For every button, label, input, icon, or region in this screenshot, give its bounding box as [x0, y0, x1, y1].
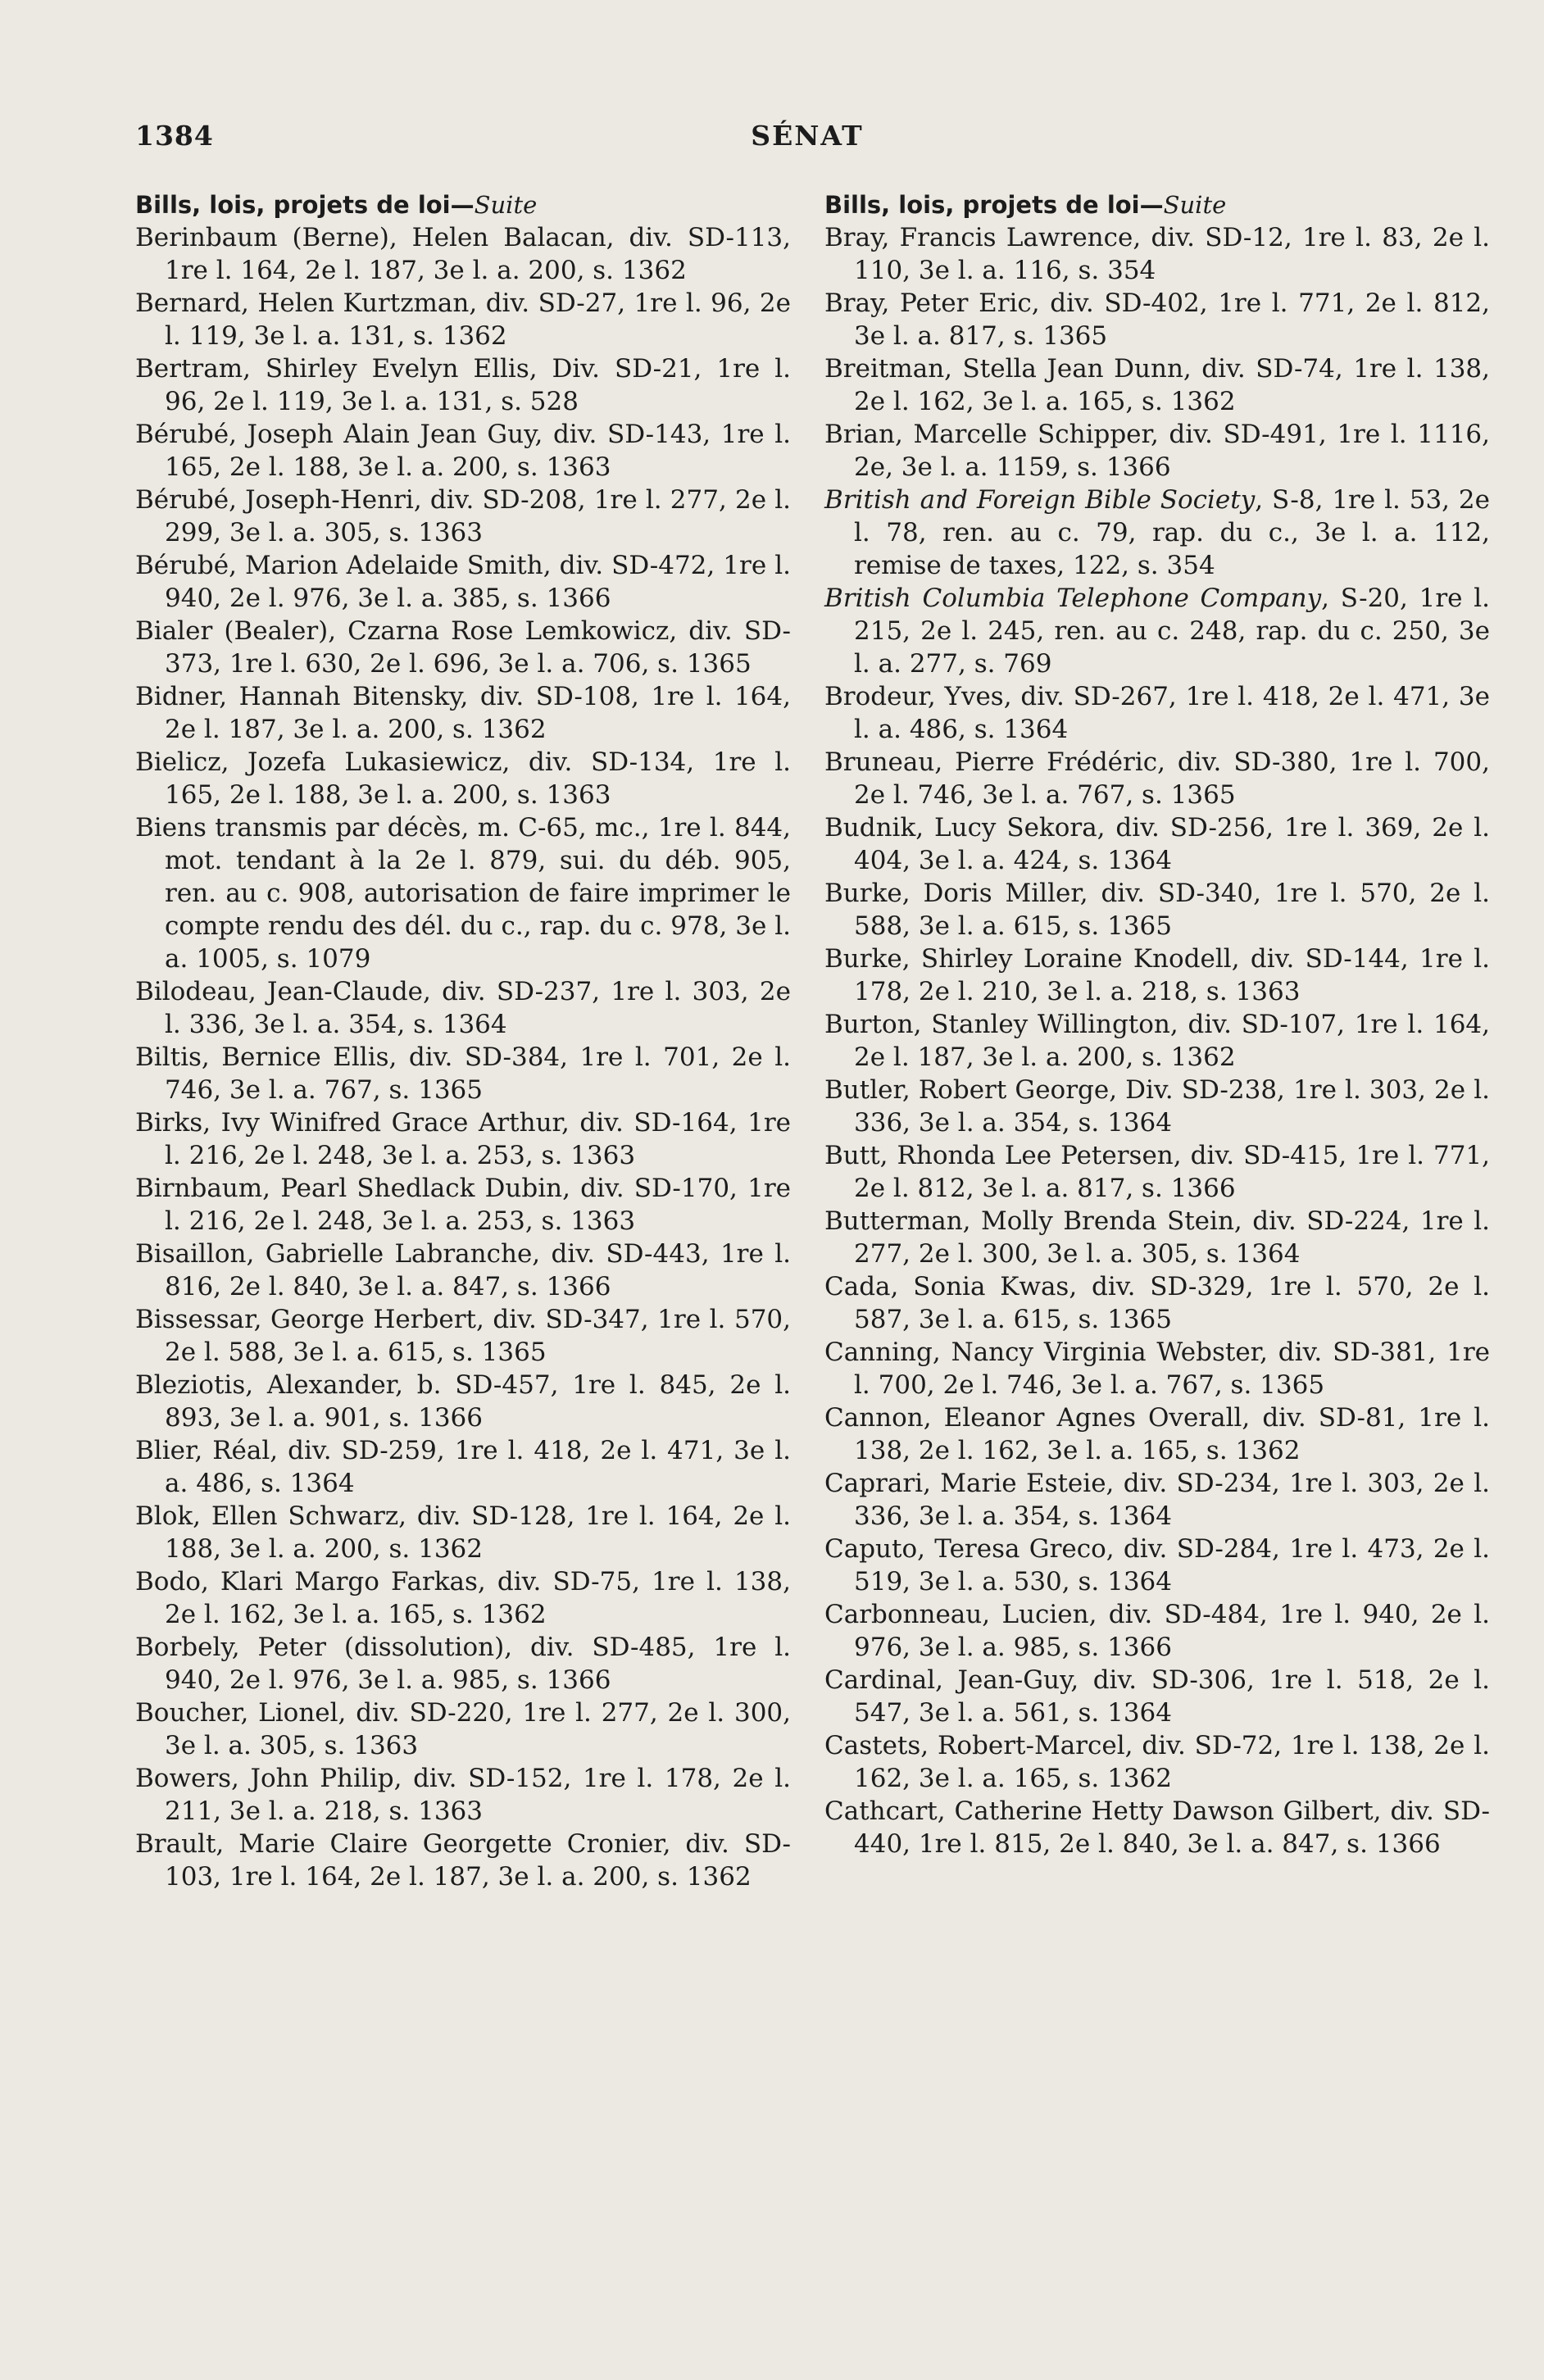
- index-entry: Blok, Ellen Schwarz, div. SD-128, 1re l. 164, 2e l. 188, 3e l. a. 200, s. 1362: [135, 1501, 791, 1564]
- index-entry: [824, 1139, 1490, 1205]
- right-entry-list: [824, 221, 1490, 1860]
- entry-text: Cathcart, Catherine Hetty Dawson Gilbert, div. SD-440, 1re l. 815, 2e l. 840, 3e l. a. 847, s. 1366: [824, 1796, 1490, 1859]
- heading-suite: Suite: [1163, 191, 1227, 219]
- index-entry: Bisaillon, Gabrielle Labranche, div. SD-443, 1re l. 816, 2e l. 840, 3e l. a. 847, s. 1366: [135, 1239, 791, 1301]
- index-entry: [824, 942, 1490, 1008]
- entry-title: British Columbia Telephone Company: [824, 584, 1322, 613]
- index-entry: Bielicz, Jozefa Lukasiewicz, div. SD-134, 1re l. 165, 2e l. 188, 3e l. a. 200, s. 1363: [135, 747, 791, 810]
- right-column-heading: [824, 188, 1490, 221]
- index-entry: Bidner, Hannah Bitensky, div. SD-108, 1re l. 164, 2e l. 187, 3e l. a. 200, s. 1362: [135, 682, 791, 744]
- entry-text: , S-20, 1re l. 215, 2e l. 245, ren. au c. 248, rap. du c. 250, 3e l. a. 277, s. 769: [854, 584, 1490, 679]
- entry-text: Castets, Robert-Marcel, div. SD-72, 1re l. 138, 2e l. 162, 3e l. a. 165, s. 1362: [824, 1731, 1490, 1793]
- index-entry: [824, 1270, 1490, 1336]
- entry-text: Breitman, Stella Jean Dunn, div. SD-74, 1re l. 138, 2e l. 162, 3e l. a. 165, s. 1362: [824, 354, 1490, 416]
- index-entry: [824, 1008, 1490, 1074]
- entry-text: Budnik, Lucy Sekora, div. SD-256, 1re l. 369, 2e l. 404, 3e l. a. 424, s. 1364: [824, 813, 1490, 875]
- index-entry: Bissessar, George Herbert, div. SD-347, 1re l. 570, 2e l. 588, 3e l. a. 615, s. 1365: [135, 1305, 791, 1367]
- index-entry: Bérubé, Joseph-Henri, div. SD-208, 1re l. 277, 2e l. 299, 3e l. a. 305, s. 1363: [135, 485, 791, 547]
- entry-text: Butt, Rhonda Lee Petersen, div. SD-415, 1re l. 771, 2e l. 812, 3e l. a. 817, s. 1366: [824, 1141, 1490, 1203]
- index-entry: [824, 1795, 1490, 1860]
- entry-text: Cardinal, Jean-Guy, div. SD-306, 1re l. 518, 2e l. 547, 3e l. a. 561, s. 1364: [824, 1665, 1490, 1728]
- entry-text: Bray, Francis Lawrence, div. SD-12, 1re l. 83, 2e l. 110, 3e l. a. 116, s. 354: [824, 223, 1490, 285]
- left-column-heading: [135, 188, 791, 221]
- index-entry: Biltis, Bernice Ellis, div. SD-384, 1re l. 701, 2e l. 746, 3e l. a. 767, s. 1365: [135, 1042, 791, 1105]
- index-entry: [824, 1729, 1490, 1795]
- right-column: [824, 188, 1490, 1860]
- index-entry: Boucher, Lionel, div. SD-220, 1re l. 277, 2e l. 300, 3e l. a. 305, s. 1363: [135, 1698, 791, 1760]
- page-header: [135, 120, 1479, 161]
- index-entry: [824, 811, 1490, 877]
- left-column: [135, 188, 791, 1893]
- index-entry: Bertram, Shirley Evelyn Ellis, Div. SD-21, 1re l. 96, 2e l. 119, 3e l. a. 131, s. 528: [135, 354, 791, 416]
- entry-text: , S-8, 1re l. 53, 2e l. 78, ren. au c. 79, rap. du c., 3e l. a. 112, remise de taxes, 122, s. 354: [854, 485, 1490, 580]
- index-entry: [824, 1401, 1490, 1467]
- page-number: 1384: [135, 120, 214, 152]
- left-entry-list: [135, 221, 791, 1893]
- entry-text: Cannon, Eleanor Agnes Overall, div. SD-81, 1re l. 138, 2e l. 162, 3e l. a. 165, s. 1362: [824, 1403, 1490, 1465]
- index-entry: [824, 877, 1490, 942]
- index-entry: Bilodeau, Jean-Claude, div. SD-237, 1re l. 303, 2e l. 336, 3e l. a. 354, s. 1364: [135, 977, 791, 1039]
- index-entry: Birks, Ivy Winifred Grace Arthur, div. SD-164, 1re l. 216, 2e l. 248, 3e l. a. 253, s. 1363: [135, 1108, 791, 1170]
- index-entry: [824, 221, 1490, 287]
- index-entry: Bérubé, Joseph Alain Jean Guy, div. SD-143, 1re l. 165, 2e l. 188, 3e l. a. 200, s. 1363: [135, 420, 791, 482]
- index-entry: [824, 1467, 1490, 1533]
- entry-text: Burke, Doris Miller, div. SD-340, 1re l. 570, 2e l. 588, 3e l. a. 615, s. 1365: [824, 879, 1490, 941]
- entry-text: Caputo, Teresa Greco, div. SD-284, 1re l. 473, 2e l. 519, 3e l. a. 530, s. 1364: [824, 1534, 1490, 1597]
- index-entry: [824, 582, 1490, 680]
- entry-text: Burton, Stanley Willington, div. SD-107, 1re l. 164, 2e l. 187, 3e l. a. 200, s. 1362: [824, 1010, 1490, 1072]
- entry-text: Butler, Robert George, Div. SD-238, 1re l. 303, 2e l. 336, 3e l. a. 354, s. 1364: [824, 1075, 1490, 1138]
- index-entry: Birnbaum, Pearl Shedlack Dubin, div. SD-170, 1re l. 216, 2e l. 248, 3e l. a. 253, s. 1363: [135, 1174, 791, 1236]
- index-entry: [824, 1664, 1490, 1729]
- index-entry: [824, 1336, 1490, 1401]
- index-entry: Bowers, John Philip, div. SD-152, 1re l. 178, 2e l. 211, 3e l. a. 218, s. 1363: [135, 1764, 791, 1826]
- index-entry: [824, 680, 1490, 746]
- page-title: SÉNAT: [751, 120, 864, 152]
- index-entry: Bodo, Klari Margo Farkas, div. SD-75, 1re l. 138, 2e l. 162, 3e l. a. 165, s. 1362: [135, 1567, 791, 1629]
- index-entry: Biens transmis par décès, m. C-65, mc., 1re l. 844, mot. tendant à la 2e l. 879, sui. du déb. 905, ren. au c. 908, autorisation de faire imprimer le compte rendu des dél. du c., rap. du c. 978, 3e l. a. 1005, s. 1079: [135, 813, 791, 974]
- index-entry: Brault, Marie Claire Georgette Cronier, div. SD-103, 1re l. 164, 2e l. 187, 3e l. a. 200, s. 1362: [135, 1829, 791, 1892]
- heading-main: Bills, lois, projets de loi—: [824, 191, 1164, 219]
- entry-text: Brian, Marcelle Schipper, div. SD-491, 1re l. 1116, 2e, 3e l. a. 1159, s. 1366: [824, 420, 1490, 482]
- index-entry: [824, 746, 1490, 811]
- entry-text: Carbonneau, Lucien, div. SD-484, 1re l. 940, 2e l. 976, 3e l. a. 985, s. 1366: [824, 1600, 1490, 1662]
- index-entry: [824, 352, 1490, 418]
- index-entry: [824, 1598, 1490, 1664]
- entry-text: Butterman, Molly Brenda Stein, div. SD-224, 1re l. 277, 2e l. 300, 3e l. a. 305, s. 1364: [824, 1206, 1490, 1269]
- heading-suite: Suite: [474, 191, 538, 219]
- index-entry: [824, 287, 1490, 352]
- index-entry: Borbely, Peter (dissolution), div. SD-485, 1re l. 940, 2e l. 976, 3e l. a. 985, s. 1366: [135, 1633, 791, 1695]
- index-entry: Bialer (Bealer), Czarna Rose Lemkowicz, div. SD-373, 1re l. 630, 2e l. 696, 3e l. a. 706, s. 1365: [135, 616, 791, 679]
- index-entry: [824, 484, 1490, 582]
- index-entry: [824, 418, 1490, 484]
- index-entry: [824, 1205, 1490, 1270]
- index-entry: Bernard, Helen Kurtzman, div. SD-27, 1re l. 96, 2e l. 119, 3e l. a. 131, s. 1362: [135, 288, 791, 351]
- entry-text: Bruneau, Pierre Frédéric, div. SD-380, 1re l. 700, 2e l. 746, 3e l. a. 767, s. 1365: [824, 747, 1490, 810]
- heading-main: Bills, lois, projets de loi—: [135, 191, 475, 219]
- entry-text: Burke, Shirley Loraine Knodell, div. SD-144, 1re l. 178, 2e l. 210, 3e l. a. 218, s. 1363: [824, 944, 1490, 1006]
- index-entry: Bleziotis, Alexander, b. SD-457, 1re l. 845, 2e l. 893, 3e l. a. 901, s. 1366: [135, 1370, 791, 1433]
- entry-text: Brodeur, Yves, div. SD-267, 1re l. 418, 2e l. 471, 3e l. a. 486, s. 1364: [824, 682, 1490, 744]
- index-entry: Blier, Réal, div. SD-259, 1re l. 418, 2e l. 471, 3e l. a. 486, s. 1364: [135, 1436, 791, 1498]
- entry-text: Cada, Sonia Kwas, div. SD-329, 1re l. 570, 2e l. 587, 3e l. a. 615, s. 1365: [824, 1272, 1490, 1334]
- entry-text: Bray, Peter Eric, div. SD-402, 1re l. 771, 2e l. 812, 3e l. a. 817, s. 1365: [824, 288, 1490, 351]
- index-entry: Bérubé, Marion Adelaide Smith, div. SD-472, 1re l. 940, 2e l. 976, 3e l. a. 385, s. 1366: [135, 551, 791, 613]
- entry-text: Canning, Nancy Virginia Webster, div. SD-381, 1re l. 700, 2e l. 746, 3e l. a. 767, s. 1365: [824, 1338, 1490, 1400]
- index-entry: [824, 1074, 1490, 1139]
- entry-title: British and Foreign Bible Society: [824, 485, 1256, 515]
- index-entry: [824, 1533, 1490, 1598]
- index-entry: Berinbaum (Berne), Helen Balacan, div. SD-113, 1re l. 164, 2e l. 187, 3e l. a. 200, s. 1362: [135, 223, 791, 285]
- entry-text: Caprari, Marie Esteie, div. SD-234, 1re l. 303, 2e l. 336, 3e l. a. 354, s. 1364: [824, 1469, 1490, 1531]
